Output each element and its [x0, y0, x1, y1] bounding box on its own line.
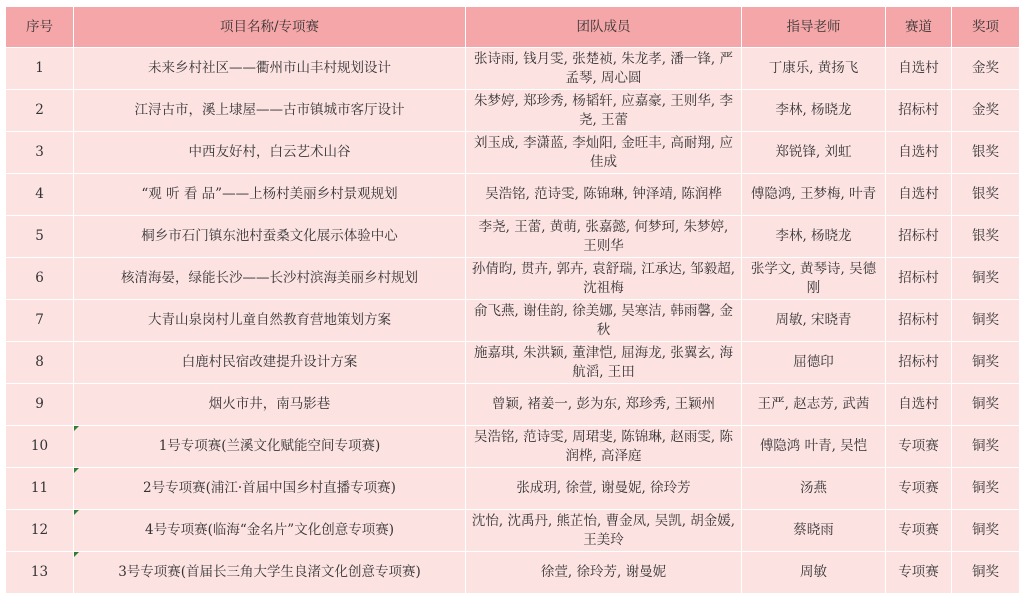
cell-award[interactable]: 银奖 [952, 132, 1020, 174]
cell-team-members[interactable]: 刘玉成, 李潇蓝, 李灿阳, 金旺丰, 高耐翔, 应佳成 [466, 132, 742, 174]
table-row [6, 384, 1020, 426]
cell-no[interactable]: 12 [6, 510, 74, 552]
header-award: 奖项 [952, 7, 1020, 48]
table-row [6, 132, 1020, 174]
awards-table-container [5, 6, 1019, 594]
table-row [6, 48, 1020, 90]
cell-team-members[interactable]: 施嘉琪, 朱洪颖, 董津恺, 屈海龙, 张翼玄, 海航滔, 王田 [466, 342, 742, 384]
cell-no[interactable]: 8 [6, 342, 74, 384]
cell-track[interactable]: 招标村 [886, 216, 952, 258]
cell-award[interactable]: 金奖 [952, 90, 1020, 132]
cell-team-members[interactable]: 徐萱, 徐玲芳, 谢曼妮 [466, 552, 742, 594]
cell-project-name[interactable]: 江浔古市，溪上埭屋——古市镇城市客厅设计 [74, 90, 466, 132]
cell-no[interactable]: 10 [6, 426, 74, 468]
cell-no[interactable]: 1 [6, 48, 74, 90]
cell-advisors[interactable]: 周敏, 宋晓青 [742, 300, 886, 342]
cell-no[interactable]: 9 [6, 384, 74, 426]
cell-advisors[interactable]: 傅隐鸿, 王梦梅, 叶青 [742, 174, 886, 216]
cell-award[interactable]: 铜奖 [952, 300, 1020, 342]
cell-project-name[interactable]: 4号专项赛(临海“金名片”文化创意专项赛) [74, 510, 466, 552]
header-project-name: 项目名称/专项赛 [74, 7, 466, 48]
cell-award[interactable]: 铜奖 [952, 510, 1020, 552]
cell-project-name[interactable]: 白鹿村民宿改建提升设计方案 [74, 342, 466, 384]
cell-award[interactable]: 银奖 [952, 216, 1020, 258]
cell-track[interactable]: 招标村 [886, 342, 952, 384]
cell-advisors[interactable]: 傅隐鸿 叶青, 吴恺 [742, 426, 886, 468]
cell-award[interactable]: 铜奖 [952, 468, 1020, 510]
cell-advisors[interactable]: 李林, 杨晓龙 [742, 216, 886, 258]
header-no: 序号 [6, 7, 74, 48]
cell-track[interactable]: 招标村 [886, 258, 952, 300]
cell-advisors[interactable]: 丁康乐, 黄扬飞 [742, 48, 886, 90]
header-track: 赛道 [886, 7, 952, 48]
cell-team-members[interactable]: 张诗雨, 钱月雯, 张楚祯, 朱龙孝, 潘一锋, 严孟琴, 周心圆 [466, 48, 742, 90]
cell-project-name[interactable]: 烟火市井，南马影巷 [74, 384, 466, 426]
cell-award[interactable]: 铜奖 [952, 384, 1020, 426]
cell-track[interactable]: 自选村 [886, 174, 952, 216]
cell-track[interactable]: 专项赛 [886, 468, 952, 510]
cell-team-members[interactable]: 俞飞燕, 谢佳韵, 徐美娜, 吴寒洁, 韩雨馨, 金秋 [466, 300, 742, 342]
cell-no[interactable]: 3 [6, 132, 74, 174]
cell-team-members[interactable]: 吴浩铭, 范诗雯, 周珺斐, 陈锦琳, 赵雨雯, 陈润桦, 高泽庭 [466, 426, 742, 468]
cell-project-name[interactable]: 核清海晏，绿能长沙——长沙村滨海美丽乡村规划 [74, 258, 466, 300]
cell-project-name[interactable]: 中西友好村，白云艺术山谷 [74, 132, 466, 174]
cell-track[interactable]: 招标村 [886, 300, 952, 342]
table-row [6, 468, 1020, 510]
cell-team-members[interactable]: 曾颖, 褚姜一, 彭为东, 郑珍秀, 王颖州 [466, 384, 742, 426]
cell-track[interactable]: 自选村 [886, 132, 952, 174]
cell-award[interactable]: 铜奖 [952, 342, 1020, 384]
table-row [6, 216, 1020, 258]
cell-award[interactable]: 铜奖 [952, 258, 1020, 300]
cell-project-name[interactable]: 桐乡市石门镇东池村蚕桑文化展示体验中心 [74, 216, 466, 258]
cell-advisors[interactable]: 郑锐锋, 刘虹 [742, 132, 886, 174]
cell-advisors[interactable]: 屈德印 [742, 342, 886, 384]
cell-no[interactable]: 13 [6, 552, 74, 594]
cell-award[interactable]: 铜奖 [952, 426, 1020, 468]
cell-advisors[interactable]: 蔡晓雨 [742, 510, 886, 552]
table-row [6, 510, 1020, 552]
cell-advisors[interactable]: 汤燕 [742, 468, 886, 510]
table-row [6, 552, 1020, 594]
cell-team-members[interactable]: 李尧, 王蕾, 黄萌, 张嘉懿, 何梦珂, 朱梦婷, 王则华 [466, 216, 742, 258]
cell-track[interactable]: 招标村 [886, 90, 952, 132]
awards-table [5, 6, 1020, 594]
table-row [6, 90, 1020, 132]
cell-track[interactable]: 专项赛 [886, 552, 952, 594]
cell-award[interactable]: 银奖 [952, 174, 1020, 216]
table-row [6, 300, 1020, 342]
cell-track[interactable]: 专项赛 [886, 426, 952, 468]
cell-no[interactable]: 2 [6, 90, 74, 132]
cell-track[interactable]: 专项赛 [886, 510, 952, 552]
table-row [6, 342, 1020, 384]
cell-advisors[interactable]: 张学文, 黄琴诗, 吴德刚 [742, 258, 886, 300]
cell-no[interactable]: 7 [6, 300, 74, 342]
cell-advisors[interactable]: 王严, 赵志芳, 武茜 [742, 384, 886, 426]
header-row [6, 7, 1020, 48]
cell-no[interactable]: 5 [6, 216, 74, 258]
cell-team-members[interactable]: 沈怡, 沈禹丹, 熊芷怡, 曹金凤, 吴凯, 胡金媛, 王美玲 [466, 510, 742, 552]
cell-advisors[interactable]: 周敏 [742, 552, 886, 594]
cell-project-name[interactable]: 大青山泉岗村儿童自然教育营地策划方案 [74, 300, 466, 342]
header-team-members: 团队成员 [466, 7, 742, 48]
cell-team-members[interactable]: 张成玥, 徐萱, 谢曼妮, 徐玲芳 [466, 468, 742, 510]
cell-award[interactable]: 铜奖 [952, 552, 1020, 594]
cell-no[interactable]: 4 [6, 174, 74, 216]
table-row [6, 258, 1020, 300]
cell-team-members[interactable]: 朱梦婷, 郑珍秀, 杨韬轩, 应嘉豪, 王则华, 李尧, 王蕾 [466, 90, 742, 132]
table-row [6, 426, 1020, 468]
cell-no[interactable]: 11 [6, 468, 74, 510]
cell-project-name[interactable]: 3号专项赛(首届长三角大学生良渚文化创意专项赛) [74, 552, 466, 594]
cell-track[interactable]: 自选村 [886, 48, 952, 90]
cell-team-members[interactable]: 孙倩昀, 贯卉, 郭卉, 袁舒瑞, 江承达, 邹毅超, 沈祖梅 [466, 258, 742, 300]
cell-project-name[interactable]: “观 听 看 品”——上杨村美丽乡村景观规划 [74, 174, 466, 216]
cell-team-members[interactable]: 吴浩铭, 范诗雯, 陈锦琳, 钟泽靖, 陈润桦 [466, 174, 742, 216]
cell-track[interactable]: 自选村 [886, 384, 952, 426]
cell-project-name[interactable]: 1号专项赛(兰溪文化赋能空间专项赛) [74, 426, 466, 468]
cell-project-name[interactable]: 2号专项赛(浦江·首届中国乡村直播专项赛) [74, 468, 466, 510]
cell-advisors[interactable]: 李林, 杨晓龙 [742, 90, 886, 132]
cell-project-name[interactable]: 未来乡村社区——衢州市山丰村规划设计 [74, 48, 466, 90]
cell-award[interactable]: 金奖 [952, 48, 1020, 90]
header-advisors: 指导老师 [742, 7, 886, 48]
table-row [6, 174, 1020, 216]
cell-no[interactable]: 6 [6, 258, 74, 300]
